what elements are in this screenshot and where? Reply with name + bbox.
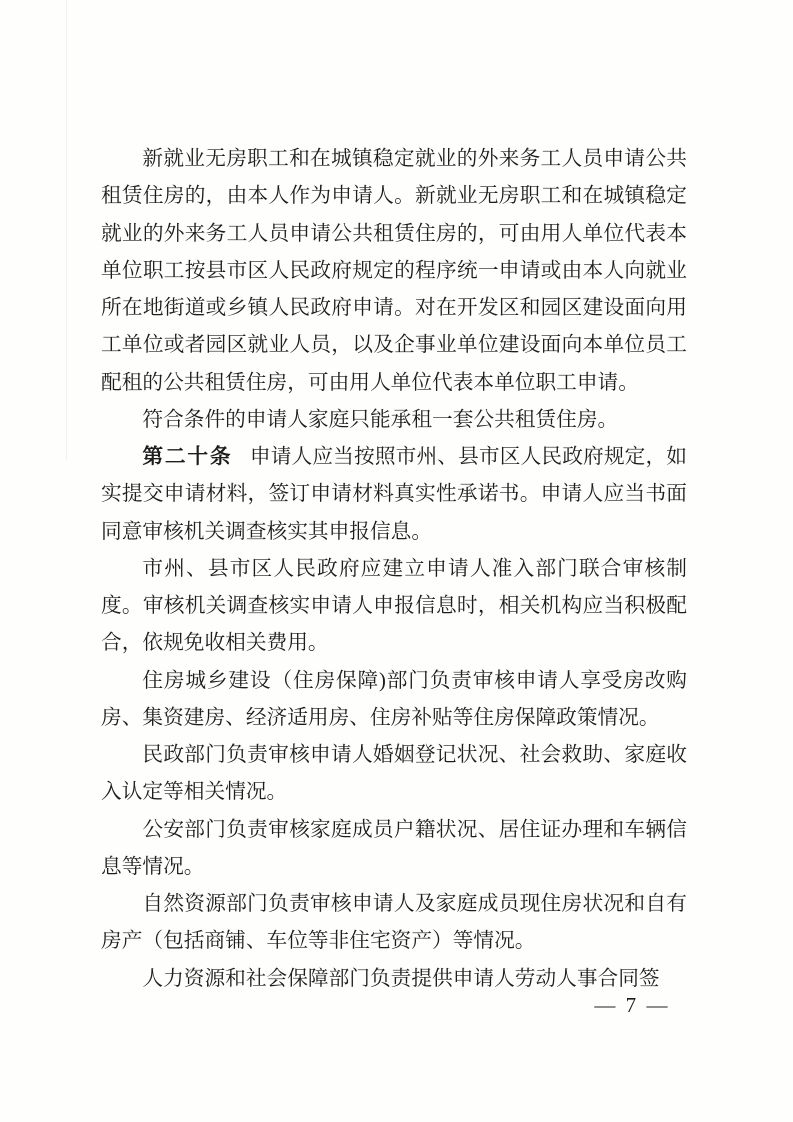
page-number: — 7 — — [594, 993, 670, 1017]
paragraph-natural-resources-dept: 自然资源部门负责审核申请人及家庭成员现住房状况和自有房产（包括商铺、车位等非住宅资产）等情况。 — [101, 893, 687, 953]
scan-edge-artifact — [66, 0, 67, 460]
paragraph-public-security-dept: 公安部门负责审核家庭成员户籍状况、居住证办理和车辆信息等情况。 — [101, 818, 687, 878]
article-number-bold: 第二十条 — [142, 446, 233, 468]
paragraph-human-resources-dept: 人力资源和社会保障部门负责提供申请人劳动人事合同签 — [142, 967, 660, 990]
paragraph-housing-dept: 住房城乡建设（住房保障)部门负责审核申请人享受房改购房、集资建房、经济适用房、住房补贴等住房保障政策情况。 — [101, 669, 687, 729]
paragraph-application-rules: 新就业无房职工和在城镇稳定就业的外来务工人员申请公共租赁住房的，由本人作为申请人。新就业无房职工和在城镇稳定就业的外来务工人员申请公共租赁住房的，可由用人单位代表本单位职工按县市区人民政府规定的程序统一申请或由本人向就业所在地街道或乡镇人民政府申请。对在开发区和园区建设面向用工单位或者园区就业人员，以及企事业单位建设面向本单位员工配租的公共租赁住房，可由用人单位代表本单位职工申请。 — [101, 148, 687, 394]
paragraph-joint-review: 市州、县市区人民政府应建立申请人准入部门联合审核制度。审核机关调查核实申请人申报信息时，相关机构应当积极配合，依规免收相关费用。 — [101, 557, 687, 655]
paragraph-civil-affairs-dept: 民政部门负责审核申请人婚姻登记状况、社会救助、家庭收入认定等相关情况。 — [101, 744, 687, 804]
article-20-text: 申请人应当按照市州、县市区人民政府规定，如实提交申请材料，签订申请材料真实性承诺书。申请人应当书面同意审核机关调查核实其申报信息。 — [101, 446, 687, 543]
paragraph-one-unit-limit: 符合条件的申请人家庭只能承租一套公共租赁住房。 — [142, 408, 619, 431]
paragraph-article-20 — [101, 439, 687, 551]
body-text — [101, 141, 687, 998]
